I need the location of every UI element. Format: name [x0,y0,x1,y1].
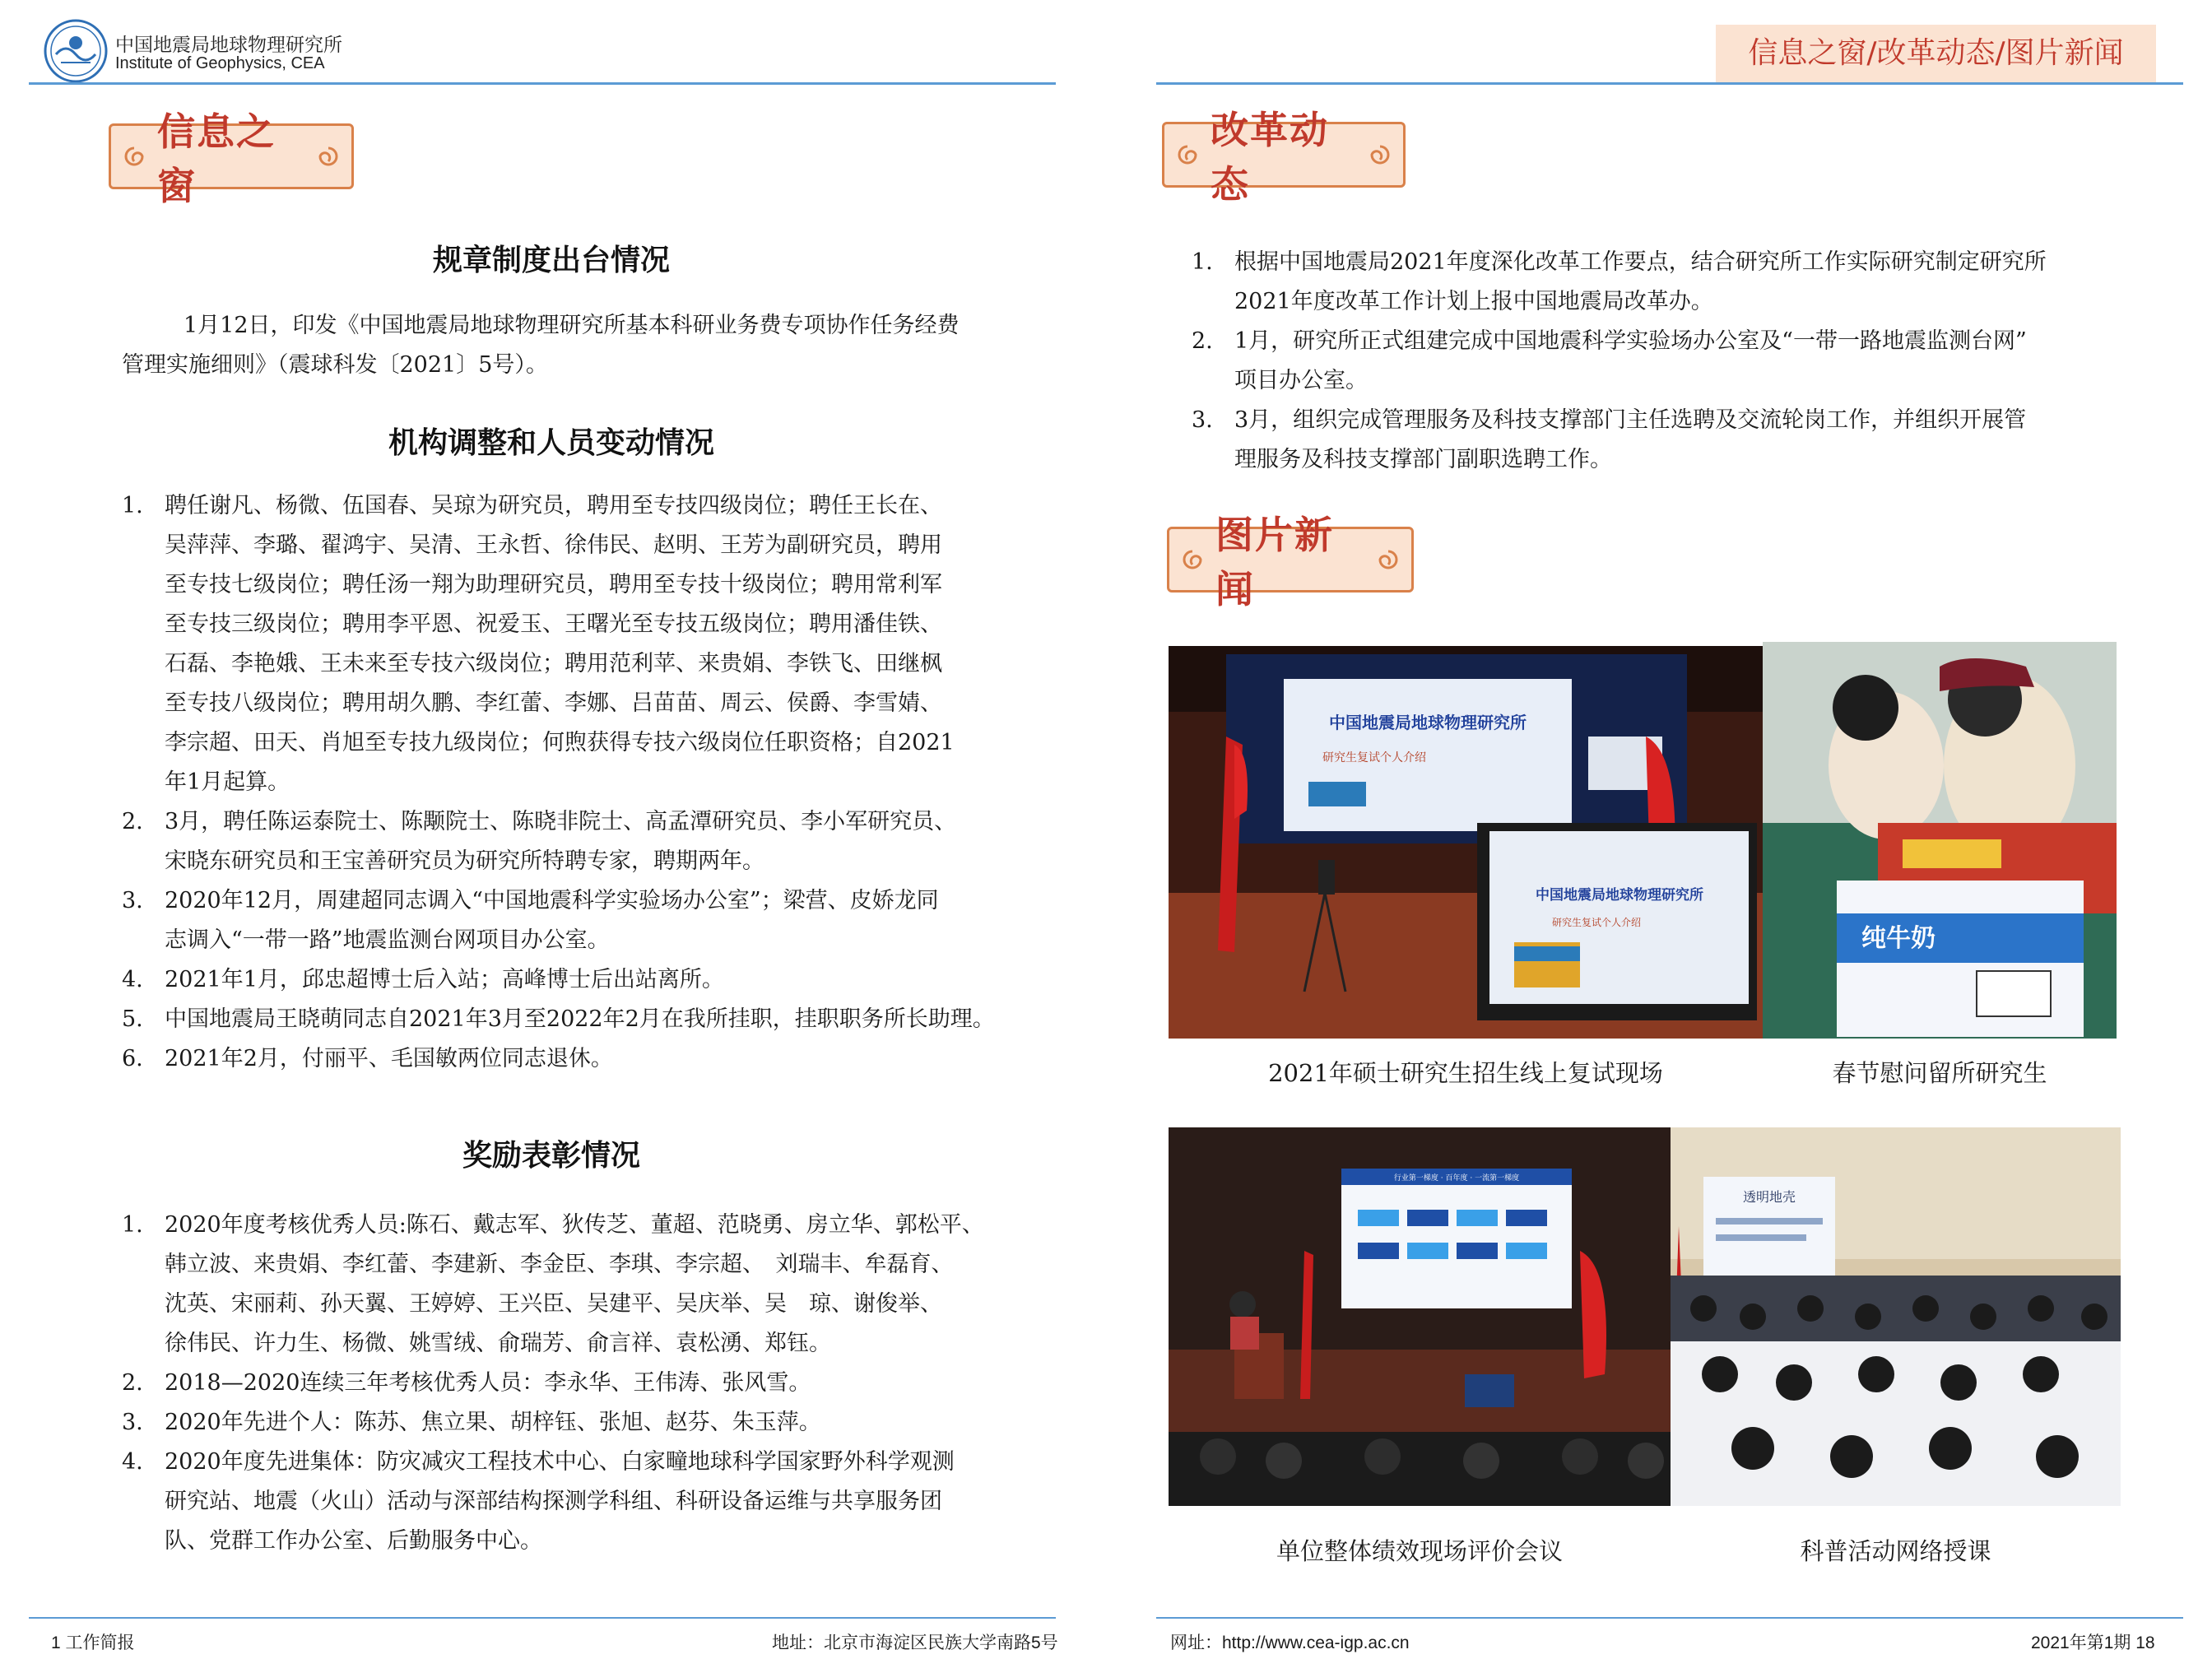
list-item-line: 3月，聘任陈运泰院士、陈颙院士、陈晓非院士、高孟潭研究员、李小军研究员、 [165,809,957,834]
regulations-paragraph [122,306,1035,385]
list-item [122,1403,1043,1443]
banner-reform [1162,108,1406,207]
list-number: 2. [122,809,143,834]
footer-rule-right [1156,1617,2183,1619]
laptop-screen-title: 中国地震局地球物理研究所 [1536,887,1703,904]
screen-title: 中国地震局地球物理研究所 [1329,713,1527,732]
list-number: 3. [1192,407,1213,433]
banner-title: 信息之窗 [157,109,276,208]
banner-photo-news [1167,513,1414,611]
footer-address: 地址：北京市海淀区民族大学南路5号 [772,1633,1058,1652]
swirl-icon [123,145,146,168]
list-item-line: 2020年先进个人：陈苏、焦立果、胡梓钰、张旭、赵芬、朱玉萍。 [165,1410,821,1435]
swirl-icon [1369,143,1392,166]
list-item-line: 项目办公室。 [1234,368,1368,393]
list-number: 4. [122,1449,143,1475]
screen-heading: 行业第一梯度 · 百年度 · 一流第一梯度 [1393,1174,1520,1183]
list-number: 6. [122,1046,143,1071]
screen-subtitle: 研究生复试个人介绍 [1322,751,1426,764]
photo-spring-festival [1763,642,2117,1039]
list-item [122,486,1043,802]
institute-logo [43,18,109,84]
list-number: 1. [122,1212,143,1238]
footer-website: 网址：http://www.cea-igp.ac.cn [1170,1633,1410,1652]
banner-info-window [109,109,354,208]
list-item-line: 徐伟民、许力生、杨微、姚雪绒、俞瑞芳、俞言祥、袁松湧、郑钰。 [165,1331,831,1356]
personnel-list [122,486,1043,1079]
caption-online-interview: 2021年硕士研究生招生线上复试现场 [1268,1059,1663,1087]
footer-page-label: 1 工作简报 [51,1633,135,1652]
list-item [1192,322,2146,401]
section-tag: 信息之窗/改革动态/图片新闻 [1716,25,2156,82]
swirl-icon [1181,548,1204,571]
header-rule-right [1156,82,2183,85]
list-item-line: 石磊、李艳娥、王未来至专技六级岗位；聘用范利苹、来贵娟、李铁飞、田继枫 [165,651,942,676]
list-item [122,1364,1043,1403]
list-item-line: 至专技三级岗位；聘用李平恩、祝爱玉、王曙光至专技五级岗位；聘用潘佳铁、 [165,611,942,637]
list-item-line: 宋晓东研究员和王宝善研究员为研究所特聘专家，聘期两年。 [165,848,764,874]
milk-brand-label: 纯牛奶 [1861,924,1936,953]
list-number: 2. [1192,328,1213,354]
heading-personnel: 机构调整和人员变动情况 [388,425,714,460]
footer-rule-left [29,1617,1056,1619]
list-item-line: 2021年1月，邱忠超博士后入站；高峰博士后出站离所。 [165,967,724,992]
reform-list [1192,243,2146,480]
list-number: 5. [122,1006,143,1032]
list-number: 1. [122,493,143,518]
list-item-line: 2020年度考核优秀人员:陈石、戴志军、狄传芝、董超、范晓勇、房立华、郭松平、 [165,1212,984,1238]
list-item [122,1443,1043,1561]
org-name-en: Institute of Geophysics, CEA [115,54,325,72]
caption-spring-festival: 春节慰问留所研究生 [1832,1059,2047,1087]
swirl-icon [1377,548,1400,571]
org-name-cn: 中国地震局地球物理研究所 [115,34,342,55]
awards-list [122,1206,1043,1561]
banner-title: 图片新闻 [1215,513,1334,611]
list-item-line: 聘任谢凡、杨微、伍国春、吴琼为研究员，聘用至专技四级岗位；聘任王长在、 [165,493,942,518]
list-item [122,1206,1043,1364]
list-item [1192,243,2146,322]
heading-awards: 奖励表彰情况 [462,1138,640,1173]
list-item-line: 理服务及科技支撑部门副职选聘工作。 [1234,447,1612,472]
list-number: 3. [122,888,143,913]
list-item-line: 1月，研究所正式组建完成中国地震科学实验场办公室及“一带一路地震监测台网” [1234,328,2027,354]
list-item-line: 3月，组织完成管理服务及科技支撑部门主任选聘及交流轮岗工作，并组织开展管 [1234,407,2027,433]
banner-title: 改革动态 [1211,108,1329,207]
list-item-line: 2021年度改革工作计划上报中国地震局改革办。 [1234,289,1713,314]
list-item [122,881,1043,960]
list-item [122,802,1043,881]
laptop-screen-subtitle: 研究生复试个人介绍 [1551,917,1642,928]
list-item-line: 沈英、宋丽莉、孙天翼、王婷婷、王兴臣、吴建平、吴庆举、吴 琼、谢俊举、 [165,1291,942,1317]
list-item-line: 2021年2月，付丽平、毛国敏两位同志退休。 [165,1046,613,1071]
list-number: 2. [122,1370,143,1396]
heading-regulations: 规章制度出台情况 [432,243,670,277]
photo-online-interview [1169,646,1763,1039]
list-number: 3. [122,1410,143,1435]
footer-issue: 2021年第1期 18 [2031,1633,2155,1652]
list-item [122,960,1043,1000]
list-item-line: 2020年12月，周建超同志调入“中国地震科学实验场办公室”；梁营、皮娇龙同 [165,888,939,913]
list-item-line: 至专技七级岗位；聘任汤一翔为助理研究员，聘用至专技十级岗位；聘用常利军 [165,572,942,597]
photo-science-class [1671,1127,2121,1506]
list-item [122,1000,1043,1039]
list-item-line: 吴萍萍、李璐、翟鸿宇、吴清、王永哲、徐伟民、赵明、王芳为副研究员，聘用 [165,532,942,558]
list-item-line: 根据中国地震局2021年度深化改革工作要点，结合研究所工作实际研究制定研究所 [1234,249,2047,275]
caption-science-class: 科普活动网络授课 [1800,1537,1991,1565]
paragraph-line: 1月12日，印发《中国地震局地球物理研究所基本科研业务费专项协作任务经费 [184,313,960,338]
list-item-line: 队、党群工作办公室、后勤服务中心。 [165,1528,542,1554]
paragraph-line: 管理实施细则》（震球科发〔2021〕5号）。 [122,352,548,378]
list-number: 1. [1192,249,1213,275]
list-item-line: 至专技八级岗位；聘用胡久鹏、李红蕾、李娜、吕苗苗、周云、侯爵、李雪婧、 [165,690,942,716]
list-item-line: 李宗超、田天、肖旭至专技九级岗位；何煦获得专技六级岗位任职资格；自2021 [165,730,955,755]
caption-evaluation-meeting: 单位整体绩效现场评价会议 [1276,1537,1563,1565]
list-item-line: 2018—2020连续三年考核优秀人员：李永华、王伟涛、张风雪。 [165,1370,811,1396]
list-item [122,1039,1043,1079]
swirl-icon [317,145,340,168]
list-item [1192,401,2146,480]
list-item-line: 韩立波、来贵娟、李红蕾、李建新、李金臣、李琪、李宗超、 刘瑞丰、牟磊育、 [165,1252,954,1277]
list-item-line: 年1月起算。 [165,769,290,795]
header-rule-left [29,82,1056,85]
swirl-icon [1176,143,1199,166]
class-screen-title: 透明地壳 [1742,1189,1796,1205]
list-item-line: 2020年度先进集体：防灾减灾工程技术中心、白家疃地球科学国家野外科学观测 [165,1449,955,1475]
list-item-line: 中国地震局王晓萌同志自2021年3月至2022年2月在我所挂职，挂职职务所长助理。 [165,1006,995,1032]
photo-evaluation-meeting [1169,1127,1671,1506]
list-number: 4. [122,967,143,992]
list-item-line: 研究站、地震（火山）活动与深部结构探测学科组、科研设备运维与共享服务团 [165,1489,942,1514]
list-item-line: 志调入“一带一路”地震监测台网项目办公室。 [165,927,610,953]
